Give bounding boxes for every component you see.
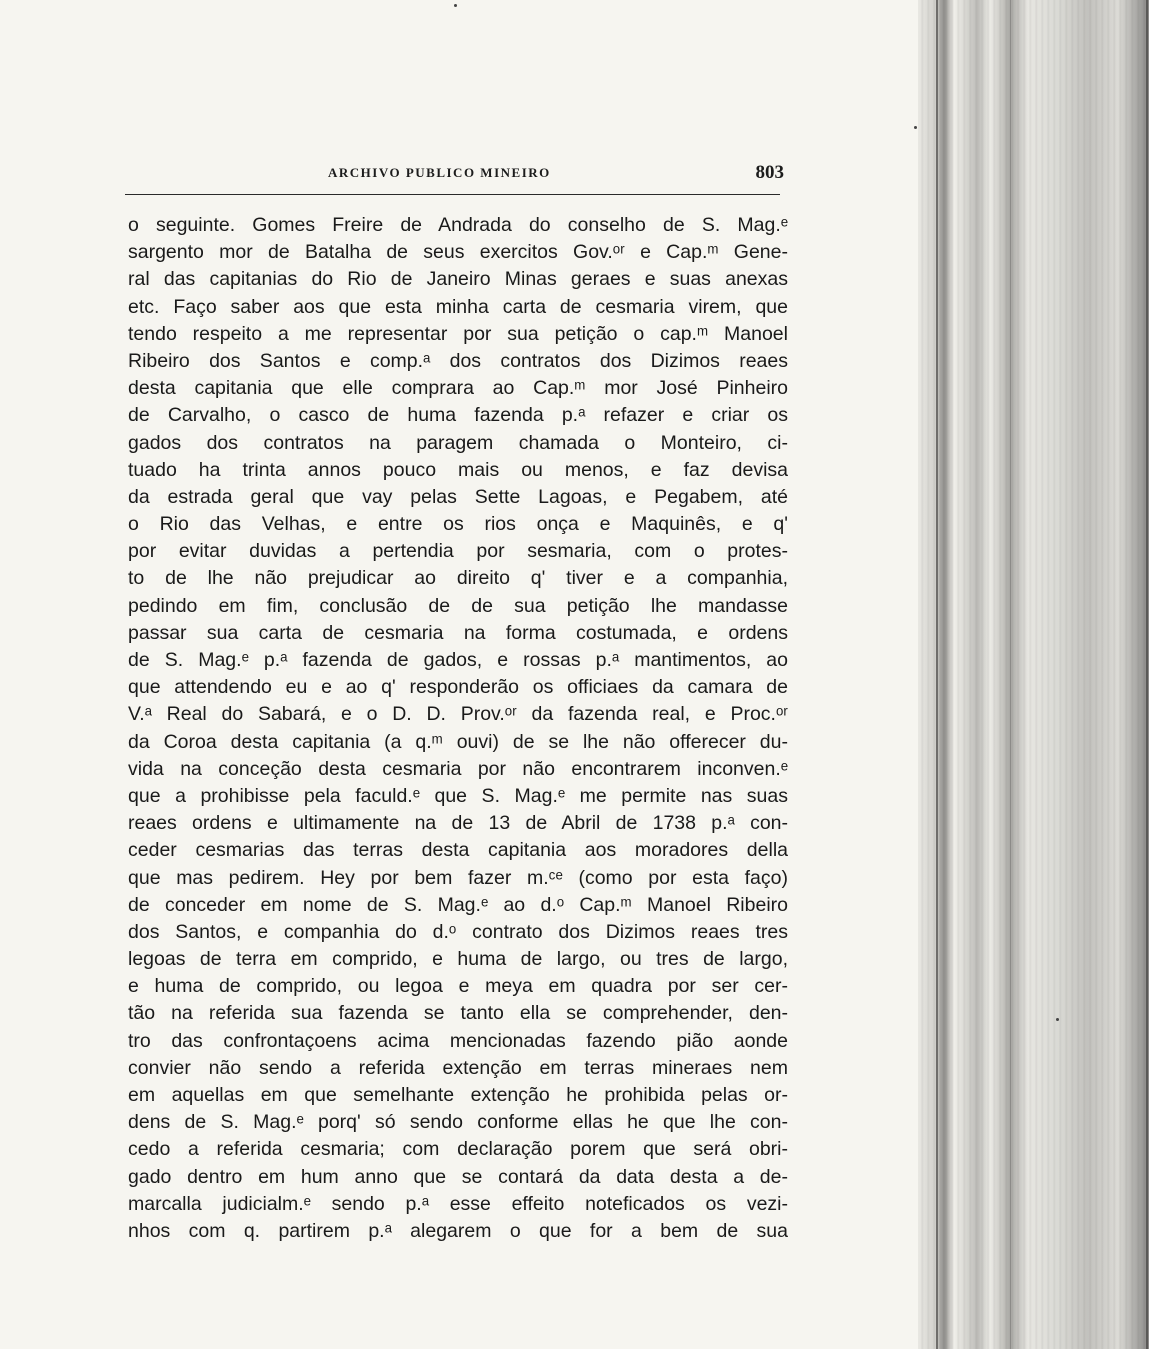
text-line: to de lhe não prejudicar ao direito q' tiver e a companhia, [128, 567, 788, 590]
text-line: que a prohibisse pela faculd.ᵉ que S. Mag.ᵉ me permite nas suas [128, 784, 788, 807]
text-line: gados dos contratos na paragem chamada o Monteiro, ci- [128, 431, 788, 454]
text-line: convier não sendo a referida extenção em terras mineraes nem [128, 1056, 788, 1079]
text-line: que attendendo eu e ao q' responderão os officiaes da camara de [128, 676, 788, 699]
text-line: tendo respeito a me representar por sua petição o cap.ᵐ Manoel [128, 322, 788, 345]
text-line: em aquellas em que semelhante extenção he prohibida pelas or- [128, 1084, 788, 1106]
text-line: da estrada geral que vay pelas Sette Lagoas, e Pegabem, até [128, 485, 788, 508]
text-line: tuado ha trinta annos pouco mais ou menos, e faz devisa [128, 458, 788, 481]
text-line: marcalla judicialm.ᵉ sendo p.ᵃ esse effeito noteficados os vezi- [128, 1192, 788, 1215]
text-line: por evitar duvidas a pertendia por sesmaria, com o protes- [128, 540, 788, 563]
body-text [128, 212, 788, 1245]
header-rule [125, 194, 780, 195]
text-line: Ribeiro dos Santos e comp.ᵃ dos contratos dos Dizimos reaes [128, 349, 788, 372]
text-line: de Carvalho, o casco de huma fazenda p.ᵃ refazer e criar os [128, 404, 788, 427]
binding-crease [936, 0, 938, 1349]
text-line: reaes ordens e ultimamente na de 13 de Abril de 1738 p.ᵃ con- [128, 812, 788, 835]
text-line: da Coroa desta capitania (a q.ᵐ ouvi) de se lhe não offerecer du- [128, 730, 788, 753]
text-line: dens de S. Mag.ᵉ porq' só sendo conforme ellas he que lhe con- [128, 1111, 788, 1134]
text-line: gado dentro em hum anno que se contará da data desta a de- [128, 1165, 788, 1188]
text-line: que mas pedirem. Hey por bem fazer m.ᶜᵉ (como por esta faço) [128, 866, 788, 889]
running-title: ARCHIVO PUBLICO MINEIRO [328, 165, 551, 180]
text-line: vida na conceção desta cesmaria por não encontrarem inconven.ᵉ [128, 757, 788, 780]
page-number: 803 [755, 162, 784, 183]
text-line: de S. Mag.ᵉ p.ᵃ fazenda de gados, e rossas p.ᵃ mantimentos, ao [128, 649, 788, 671]
text-line: de conceder em nome de S. Mag.ᵉ ao d.ᵒ Cap.ᵐ Manoel Ribeiro [128, 893, 788, 916]
speck [454, 4, 457, 7]
binding-edge [1146, 0, 1148, 1349]
text-line: ceder cesmarias das terras desta capitania aos moradores della [128, 839, 788, 862]
text-line: V.ᵃ Real do Sabará, e o D. D. Prov.ᵒʳ da fazenda real, e Proc.ᵒʳ [128, 703, 788, 726]
text-line: o seguinte. Gomes Freire de Andrada do conselho de S. Mag.ᵉ [128, 214, 788, 236]
binding-crease [1010, 0, 1011, 1349]
running-head [328, 162, 788, 187]
speck [914, 126, 917, 129]
text-line: desta capitania que elle comprara ao Cap.ᵐ mor José Pinheiro [128, 377, 788, 400]
text-line: o Rio das Velhas, e entre os rios onça e Maquinês, e q' [128, 513, 788, 536]
text-line: pedindo em fim, conclusão de de sua petição lhe mandasse [128, 594, 788, 617]
text-line: ral das capitanias do Rio de Janeiro Minas geraes e suas anexas [128, 268, 788, 291]
speck [1056, 1018, 1059, 1021]
text-line: dos Santos, e companhia do d.ᵒ contrato dos Dizimos reaes tres [128, 920, 788, 943]
text-line: etc. Faço saber aos que esta minha carta de cesmaria virem, que [128, 295, 788, 318]
text-line: cedo a referida cesmaria; com declaração porem que será obri- [128, 1138, 788, 1161]
text-line: nhos com q. partirem p.ᵃ alegarem o que for a bem de sua [128, 1219, 788, 1242]
text-line: legoas de terra em comprido, e huma de largo, ou tres de largo, [128, 948, 788, 971]
text-line: tão na referida sua fazenda se tanto ella se comprehender, den- [128, 1002, 788, 1025]
text-line: passar sua carta de cesmaria na forma costumada, e ordens [128, 621, 788, 644]
text-line: e huma de comprido, ou legoa e meya em quadra por ser cer- [128, 975, 788, 998]
text-line: tro das confrontaçoens acima mencionadas fazendo pião aonde [128, 1029, 788, 1052]
book-binding-gutter [918, 0, 1149, 1349]
text-line: sargento mor de Batalha de seus exercitos Gov.ᵒʳ e Cap.ᵐ Gene- [128, 241, 788, 264]
